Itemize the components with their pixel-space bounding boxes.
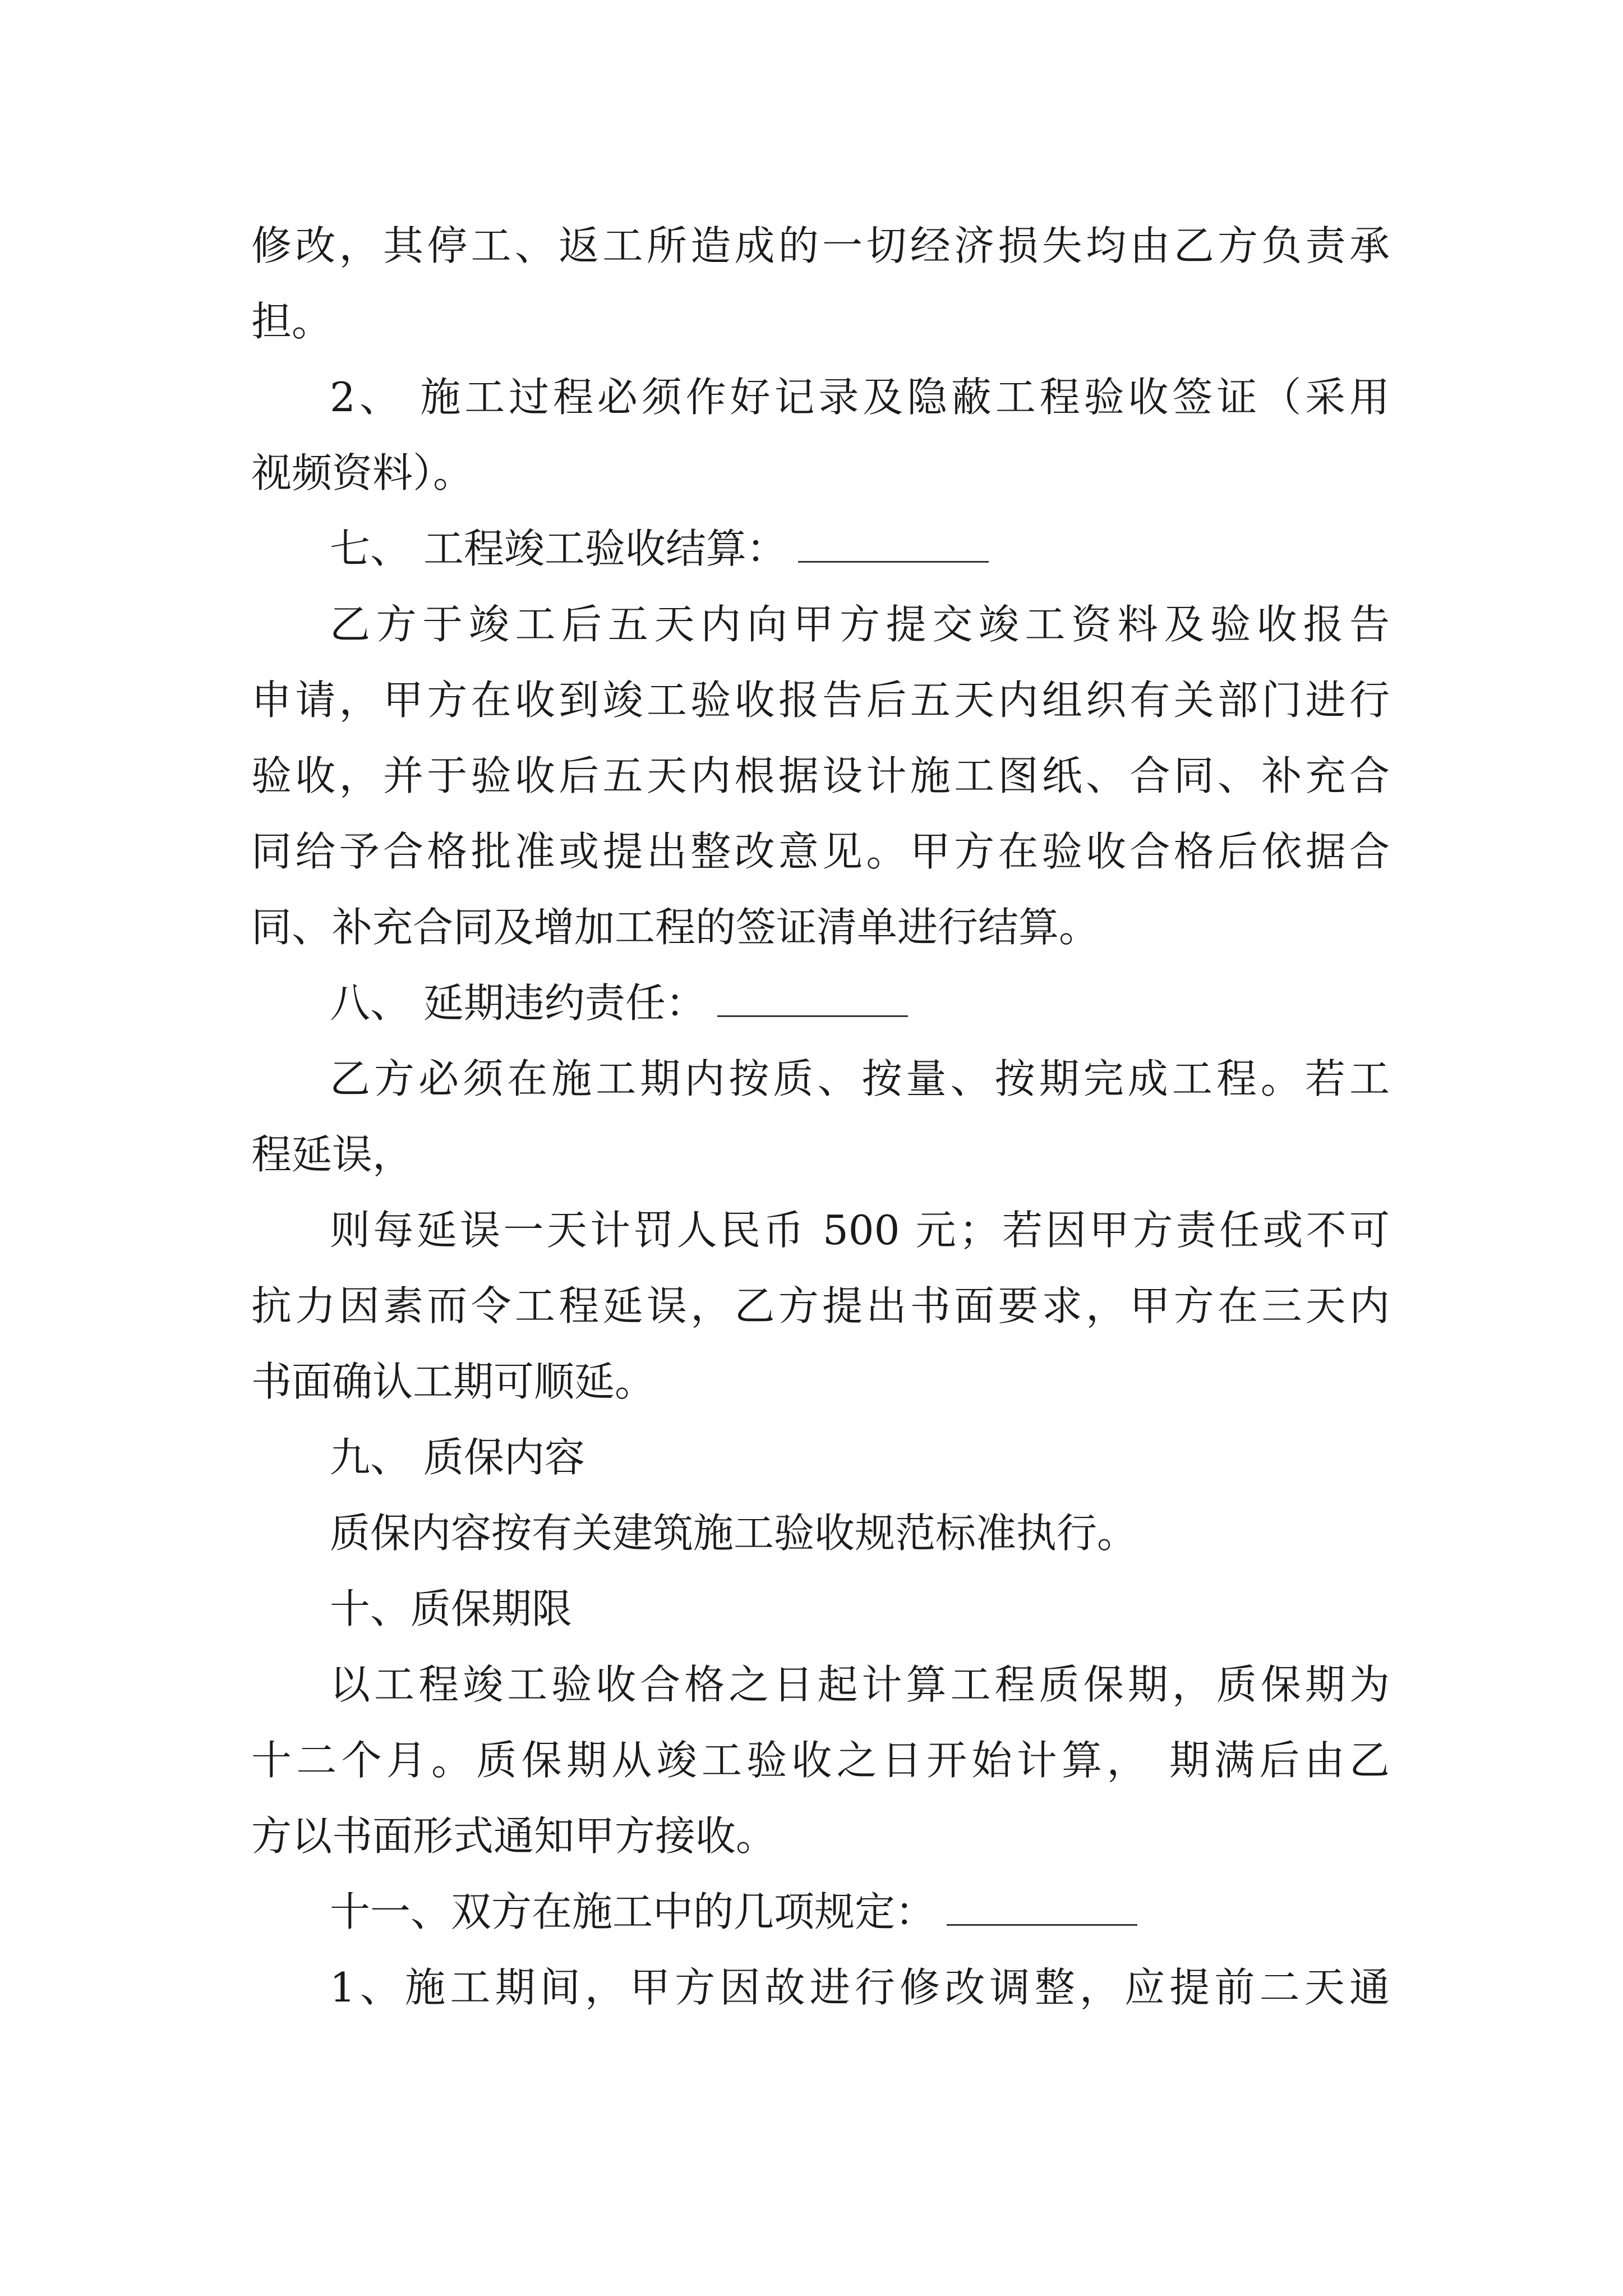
- fill-in-blank: [717, 1013, 908, 1017]
- section-heading-eleven: [330, 1881, 1137, 1943]
- paragraph-line: 十二个月。质保期从竣工验收之日开始计算， 期满后由乙: [251, 1737, 1390, 1784]
- paragraph-line: 书面确认工期可顺延。: [251, 1358, 656, 1405]
- fill-in-blank: [947, 1922, 1137, 1926]
- paragraph-line: 同给予合格批准或提出整改意见。甲方在验收合格后依据合: [251, 828, 1390, 875]
- section-heading-text: 八、 延期违约责任：: [330, 979, 706, 1027]
- paragraph-line: 抗力因素而令工程延误，乙方提出书面要求，甲方在三天内: [251, 1282, 1390, 1329]
- paragraph-line: 质保内容按有关建筑施工验收规范标准执行。: [330, 1510, 1138, 1557]
- paragraph-line: 申请，甲方在收到竣工验收报告后五天内组织有关部门进行: [251, 677, 1390, 724]
- paragraph-line: 修改，其停工、返工所造成的一切经济损失均由乙方负责承: [251, 222, 1390, 269]
- paragraph-line: 方以书面形式通知甲方接收。: [251, 1812, 777, 1860]
- paragraph-line: 同、补充合同及增加工程的签证清单进行结算。: [251, 904, 1100, 951]
- section-heading-seven: [330, 518, 989, 579]
- paragraph-line: 以工程竣工验收合格之日起计算工程质保期，质保期为: [330, 1661, 1390, 1708]
- paragraph-line: 乙方于竣工后五天内向甲方提交竣工资料及验收报告: [330, 601, 1390, 648]
- section-heading-eight: [330, 972, 908, 1034]
- paragraph-line: 担。: [251, 298, 333, 345]
- paragraph-line: 程延误，: [251, 1131, 413, 1178]
- paragraph-line: 则每延误一天计罚人民币 500 元；若因甲方责任或不可: [330, 1207, 1390, 1254]
- list-item-line: 2、 施工过程必须作好记录及隐蔽工程验收签证（采用: [330, 374, 1390, 421]
- list-item-line: 1、施工期间，甲方因故进行修改调整，应提前二天通: [330, 1964, 1390, 2011]
- section-heading-text: 十一、双方在施工中的几项规定：: [330, 1888, 936, 1935]
- section-heading-text: 七、 工程竣工验收结算：: [330, 525, 787, 572]
- paragraph-line: 乙方必须在施工期内按质、按量、按期完成工程。若工: [330, 1055, 1390, 1102]
- fill-in-blank: [798, 559, 989, 563]
- section-heading-ten: 十、质保期限: [330, 1585, 573, 1632]
- section-heading-nine: 九、 质保内容: [330, 1434, 585, 1481]
- paragraph-line: 视频资料）。: [251, 449, 474, 496]
- paragraph-line: 验收，并于验收后五天内根据设计施工图纸、合同、补充合: [251, 752, 1390, 799]
